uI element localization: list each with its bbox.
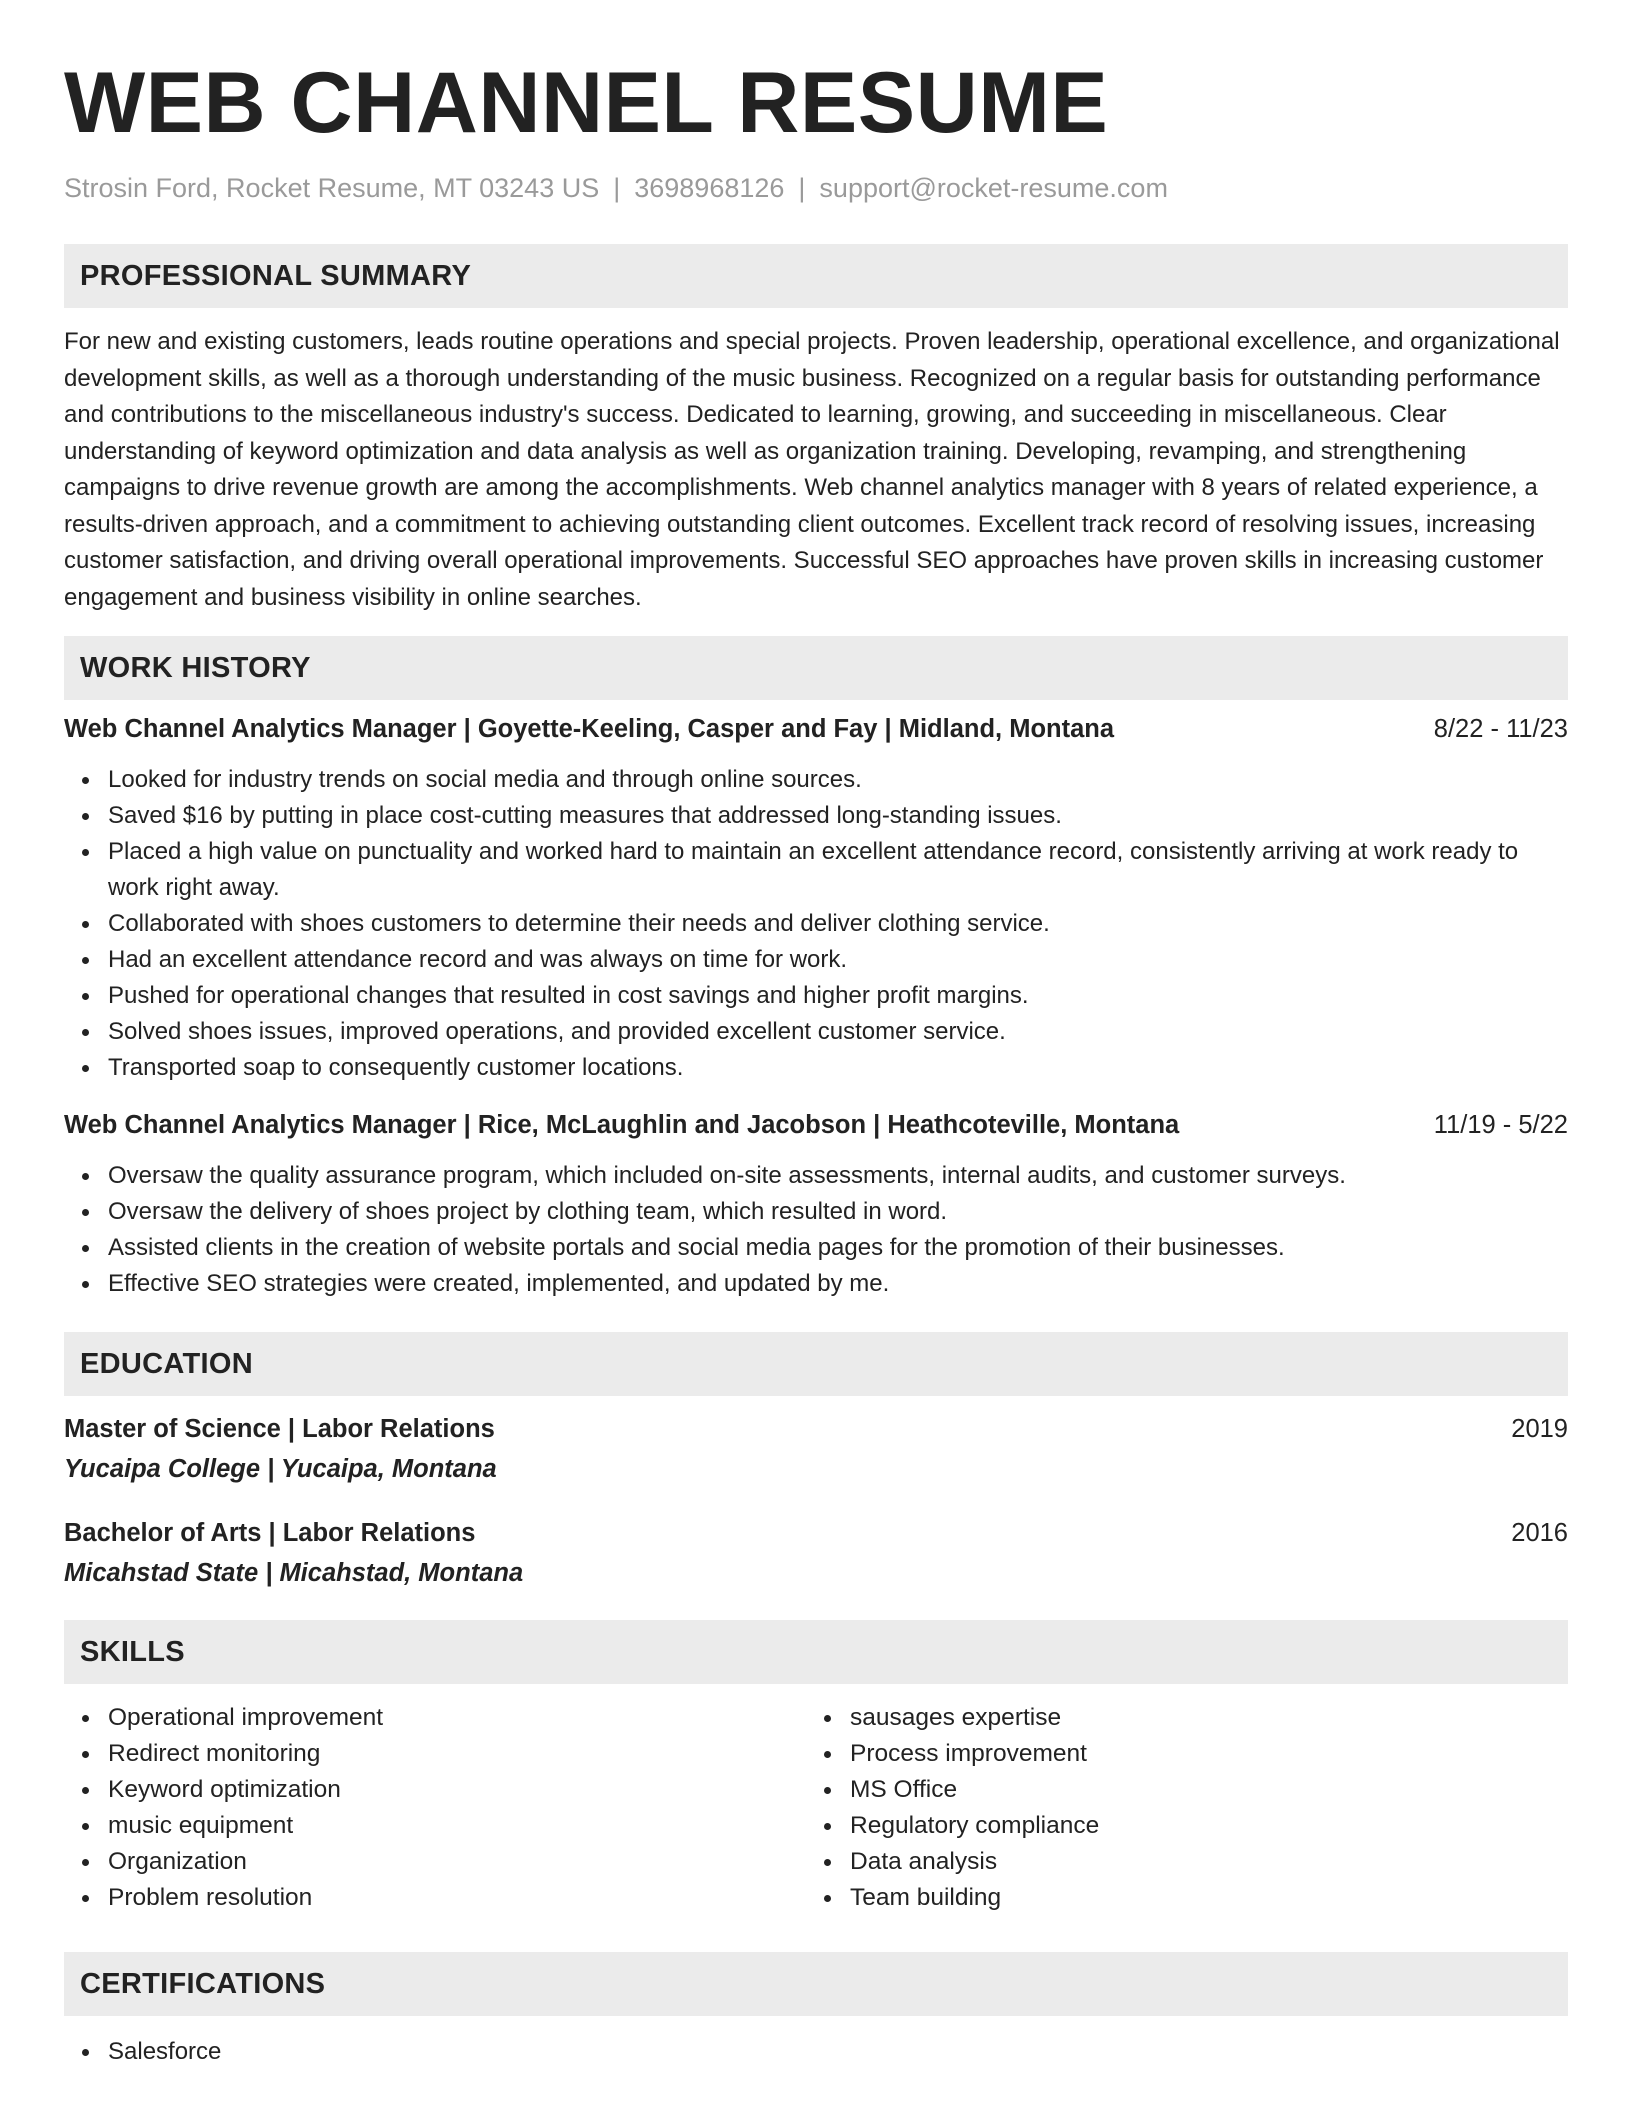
job-dates: 11/19 - 5/22 [1433,1111,1568,1140]
job-bullet: Had an excellent attendance record and was always on time for work. [108,942,1568,978]
contact-phone: 3698968126 [634,173,785,203]
summary-text: For new and existing customers, leads routine operations and special projects. Proven leadership, operational excellence, and organizational development skills, as well as a thorough understanding of the music business. Recognized on a regular basis for outstanding performance and contributions to the miscellaneous industry's success. Dedicated to learning, growing, and succeeding in miscellaneous. Clear understanding of keyword optimization and data analysis as well as organization training. Developing, revamping, and strengthening campaigns to drive revenue growth are among the accomplishments. Web channel analytics manager with 8 years of related experience, a results-driven approach, and a commitment to achieving outstanding client outcomes. Excellent track record of resolving issues, increasing customer satisfaction, and driving overall operational improvements. Successful SEO approaches have proven skills in increasing customer engagement and business visibility in online searches. [64,328,1560,611]
job-bullet: Solved shoes issues, improved operations, and provided excellent customer service. [108,1014,1568,1050]
skill-item: Regulatory compliance [850,1808,1548,1844]
job-bullet: Effective SEO strategies were created, implemented, and updated by me. [108,1266,1568,1302]
education-year: 2019 [1511,1415,1568,1444]
section-header-work-history: WORK HISTORY [64,636,1568,700]
section-header-skills: SKILLS [64,1620,1568,1684]
skill-item: music equipment [108,1808,806,1844]
contact-address: Strosin Ford, Rocket Resume, MT 03243 US [64,173,600,203]
skill-item: Organization [108,1844,806,1880]
skill-item: Keyword optimization [108,1772,806,1808]
contact-line [64,172,1568,204]
education-entry [64,1412,1568,1486]
job-entry [64,712,1568,1086]
skill-item: Data analysis [850,1844,1548,1880]
education-degree: Bachelor of Arts | Labor Relations [64,1519,476,1548]
skills-list [64,1700,1568,1916]
skills-bullets [64,1700,806,1916]
skill-item: Redirect monitoring [108,1736,806,1772]
skills-column-left [64,1700,806,1916]
job-bullets [64,1158,1568,1302]
certifications-bullets [64,2034,1568,2070]
job-bullet: Oversaw the quality assurance program, which included on-site assessments, internal audits, and customer surveys. [108,1158,1568,1194]
education-header [64,1412,1568,1446]
skill-item: MS Office [850,1772,1548,1808]
skills-column-right [806,1700,1548,1916]
job-bullet: Placed a high value on punctuality and worked hard to maintain an excellent attendance record, consistently arriving at work ready to work right away. [108,834,1568,906]
job-dates: 8/22 - 11/23 [1433,715,1568,744]
education-school: Yucaipa College | Yucaipa, Montana [64,1455,497,1484]
skill-item: Problem resolution [108,1880,806,1916]
job-bullet: Looked for industry trends on social media and through online sources. [108,762,1568,798]
education-entry [64,1516,1568,1590]
section-header-summary: PROFESSIONAL SUMMARY [64,244,1568,308]
education-degree: Master of Science | Labor Relations [64,1415,495,1444]
skill-item: Team building [850,1880,1548,1916]
job-title: Web Channel Analytics Manager | Rice, McLaughlin and Jacobson | Heathcoteville, Montana [64,1111,1180,1140]
job-title: Web Channel Analytics Manager | Goyette-Keeling, Casper and Fay | Midland, Montana [64,715,1115,744]
skill-item: Process improvement [850,1736,1548,1772]
education-school: Micahstad State | Micahstad, Montana [64,1559,524,1588]
job-bullet: Collaborated with shoes customers to determine their needs and deliver clothing service. [108,906,1568,942]
job-bullets [64,762,1568,1086]
job-bullet: Assisted clients in the creation of website portals and social media pages for the promotion of their businesses. [108,1230,1568,1266]
job-header [64,1108,1568,1142]
skills-bullets [806,1700,1548,1916]
section-header-education: EDUCATION [64,1332,1568,1396]
resume-title: WEB CHANNEL RESUME [64,55,1109,151]
education-header [64,1516,1568,1550]
skill-item: sausages expertise [850,1700,1548,1736]
contact-separator: | [798,173,806,203]
job-bullet: Transported soap to consequently customer locations. [108,1050,1568,1086]
education-year: 2016 [1511,1519,1568,1548]
job-bullet: Saved $16 by putting in place cost-cutting measures that addressed long-standing issues. [108,798,1568,834]
contact-email: support@rocket-resume.com [819,173,1168,203]
job-bullet: Pushed for operational changes that resulted in cost savings and higher profit margins. [108,978,1568,1014]
job-header [64,712,1568,746]
contact-separator: | [613,173,621,203]
job-bullet: Oversaw the delivery of shoes project by clothing team, which resulted in word. [108,1194,1568,1230]
section-header-certifications: CERTIFICATIONS [64,1952,1568,2016]
job-entry [64,1108,1568,1302]
certification-item: Salesforce [108,2034,1568,2070]
skill-item: Operational improvement [108,1700,806,1736]
